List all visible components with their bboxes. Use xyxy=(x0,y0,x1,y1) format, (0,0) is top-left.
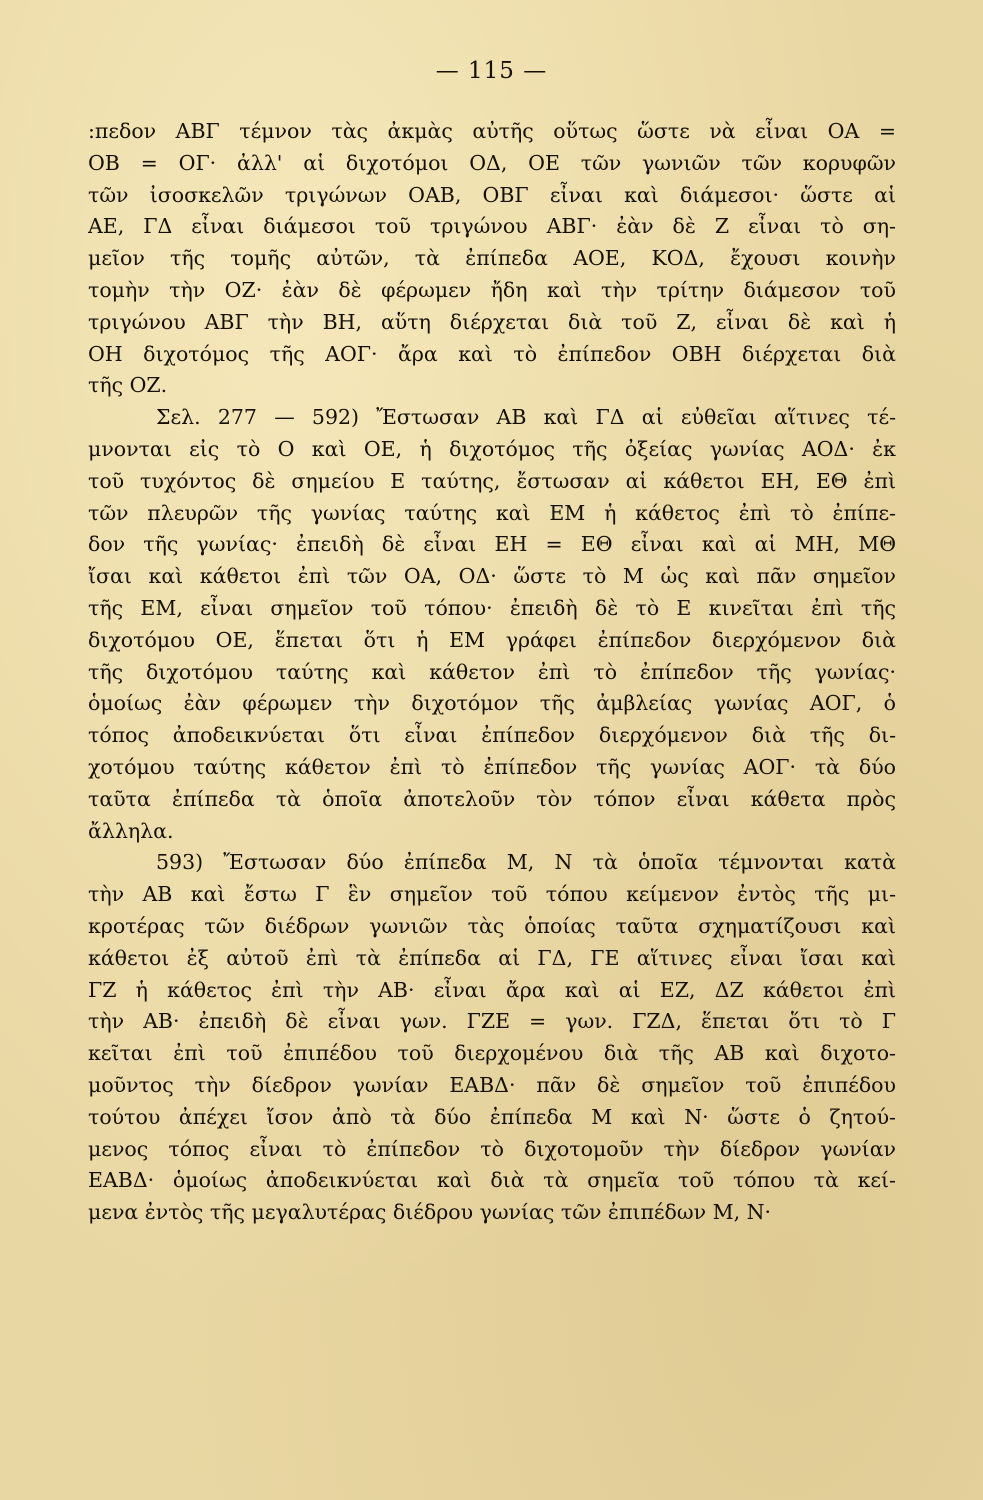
text-line: τόπος ἀποδεικνύεται ὅτι εἶναι ἐπίπεδον διερχόμενον διὰ τῆς δι- xyxy=(88,723,896,748)
text-line: τῶν ἰσοσκελῶν τριγώνων ΟΑΒ, ΟΒΓ εἶναι καὶ διάμεσοι· ὥστε αἱ xyxy=(88,182,896,207)
body-text xyxy=(88,116,896,1229)
text-line: μοῦντος τὴν δίεδρον γωνίαν ΕΑΒΔ· πᾶν δὲ σημεῖον τοῦ ἐπιπέδου xyxy=(88,1072,896,1097)
text-line: τῆς διχοτόμου ταύτης καὶ κάθετον ἐπὶ τὸ ἐπίπεδον τῆς γωνίας· xyxy=(88,659,896,684)
text-line: ἄλληλα. xyxy=(88,818,174,843)
text-line: τομὴν τὴν ΟΖ· ἐὰν δὲ φέρωμεν ἤδη καὶ τὴν τρίτην διάμεσον τοῦ xyxy=(88,277,896,302)
text-line: κεῖται ἐπὶ τοῦ ἐπιπέδου τοῦ διερχομένου διὰ τῆς ΑΒ καὶ διχοτο- xyxy=(88,1041,896,1066)
page-number: — 115 — xyxy=(435,58,548,84)
text-line: ΟΒ = ΟΓ· ἀλλ' αἱ διχοτόμοι ΟΔ, ΟΕ τῶν γωνιῶν τῶν κορυφῶν xyxy=(88,150,896,175)
text-line: τῶν πλευρῶν τῆς γωνίας ταύτης καὶ ΕΜ ἡ κάθετος ἐπὶ τὸ ἐπίπε- xyxy=(88,500,896,525)
text-line: τὴν ΑΒ καὶ ἔστω Γ ἓν σημεῖον τοῦ τόπου κείμενον ἐντὸς τῆς μι- xyxy=(88,882,896,907)
text-line: ΕΑΒΔ· ὁμοίως ἀποδεικνύεται καὶ διὰ τὰ σημεῖα τοῦ τόπου τὰ κεί- xyxy=(88,1168,896,1193)
text-line: δον τῆς γωνίας· ἐπειδὴ δὲ εἶναι ΕΗ = ΕΘ εἶναι καὶ αἱ ΜΗ, ΜΘ xyxy=(88,532,896,557)
text-line: 593) Ἔστωσαν δύο ἐπίπεδα Μ, Ν τὰ ὁποῖα τέμνονται κατὰ xyxy=(156,850,896,875)
text-line: ἴσαι καὶ κάθετοι ἐπὶ τῶν ΟΑ, ΟΔ· ὥστε τὸ Μ ὡς καὶ πᾶν σημεῖον xyxy=(88,564,896,589)
text-line: τούτου ἀπέχει ἴσον ἀπὸ τὰ δύο ἐπίπεδα Μ καὶ Ν· ὥστε ὁ ζητού- xyxy=(88,1104,896,1129)
text-line: τὴν ΑΒ· ἐπειδὴ δὲ εἶναι γων. ΓΖΕ = γων. ΓΖΔ, ἕπεται ὅτι τὸ Γ xyxy=(88,1009,896,1034)
text-line: τῆς ΟΖ. xyxy=(88,373,168,398)
text-line: κροτέρας τῶν διέδρων γωνιῶν τὰς ὁποίας ταῦτα σχηματίζουσι καὶ xyxy=(88,913,896,938)
text-line: τοῦ τυχόντος δὲ σημείου Ε ταύτης, ἔστωσαν αἱ κάθετοι ΕΗ, ΕΘ ἐπὶ xyxy=(88,468,896,493)
text-line: ΓΖ ἡ κάθετος ἐπὶ τὴν ΑΒ· εἶναι ἄρα καὶ αἱ ΕΖ, ΔΖ κάθετοι ἐπὶ xyxy=(88,977,896,1002)
text-line: :πεδον ΑΒΓ τέμνον τὰς ἀκμὰς αὐτῆς οὕτως ὥστε νὰ εἶναι ΟΑ = xyxy=(88,119,896,143)
text-line: ὁμοίως ἐὰν φέρωμεν τὴν διχοτόμον τῆς ἀμβλείας γωνίας ΑΟΓ, ὁ xyxy=(88,691,896,716)
text-line: διχοτόμου ΟΕ, ἕπεται ὅτι ἡ ΕΜ γράφει ἐπίπεδον διερχόμενον διὰ xyxy=(88,627,896,652)
text-line: κάθετοι ἐξ αὐτοῦ ἐπὶ τὰ ἐπίπεδα αἱ ΓΔ, ΓΕ αἵτινες εἶναι ἴσαι καὶ xyxy=(88,945,896,970)
text-line: ΑΕ, ΓΔ εἶναι διάμεσοι τοῦ τριγώνου ΑΒΓ· ἐὰν δὲ Ζ εἶναι τὸ ση- xyxy=(88,214,896,239)
text-line: χοτόμου ταύτης κάθετον ἐπὶ τὸ ἐπίπεδον τῆς γωνίας ΑΟΓ· τὰ δύο xyxy=(88,754,896,779)
text-line: μεῖον τῆς τομῆς αὐτῶν, τὰ ἐπίπεδα ΑΟΕ, ΚΟΔ, ἔχουσι κοινὴν xyxy=(88,246,896,271)
text-line: τῆς ΕΜ, εἶναι σημεῖον τοῦ τόπου· ἐπειδὴ δὲ τὸ Ε κινεῖται ἐπὶ τῆς xyxy=(88,595,896,620)
text-line: μνονται εἰς τὸ Ο καὶ ΟΕ, ἡ διχοτόμος τῆς ὀξείας γωνίας ΑΟΔ· ἐκ xyxy=(88,436,896,461)
text-line: Σελ. 277 — 592) Ἔστωσαν ΑΒ καὶ ΓΔ αἱ εὐθεῖαι αἵτινες τέ- xyxy=(156,405,896,430)
text-line: τριγώνου ΑΒΓ τὴν ΒΗ, αὕτη διέρχεται διὰ τοῦ Ζ, εἶναι δὲ καὶ ἡ xyxy=(88,309,896,334)
text-line: μενα ἐντὸς τῆς μεγαλυτέρας διέδρου γωνίας τῶν ἐπιπέδων Μ, Ν· xyxy=(88,1200,772,1225)
text-line: ΟΗ διχοτόμος τῆς ΑΟΓ· ἄρα καὶ τὸ ἐπίπεδον ΟΒΗ διέρχεται διὰ xyxy=(88,341,896,366)
text-line: μενος τόπος εἶναι τὸ ἐπίπεδον τὸ διχοτομοῦν τὴν δίεδρον γωνίαν xyxy=(88,1136,896,1161)
text-line: ταῦτα ἐπίπεδα τὰ ὁποῖα ἀποτελοῦν τὸν τόπον εἶναι κάθετα πρὸς xyxy=(88,786,896,811)
